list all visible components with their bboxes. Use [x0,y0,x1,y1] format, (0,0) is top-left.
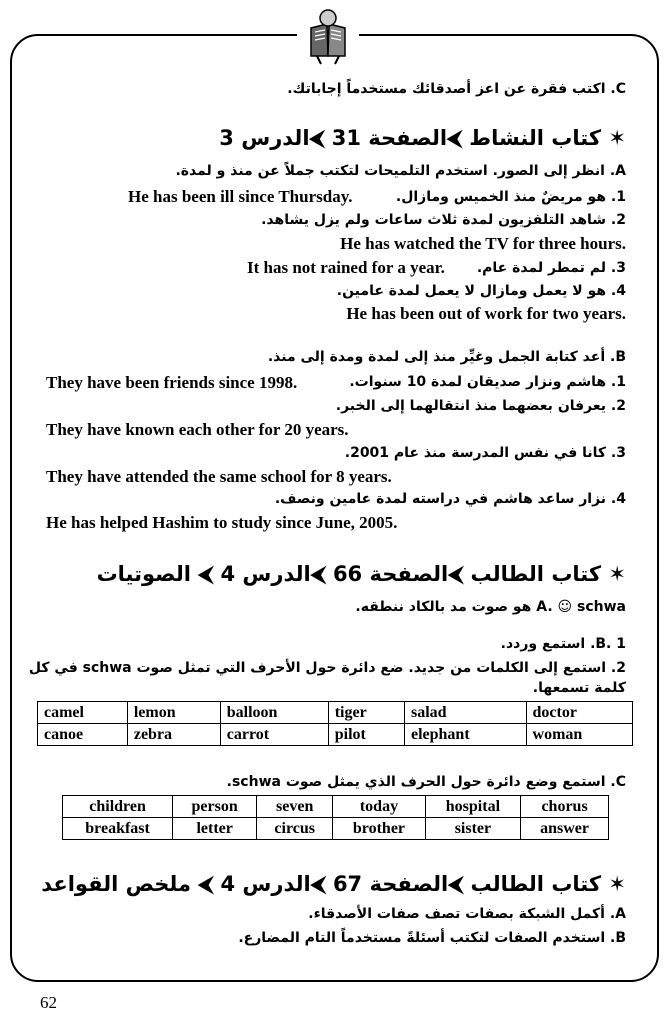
table-row [63,818,609,840]
table-cell: brother [333,818,425,840]
exercise-a-instruction: A. انظر إلى الصور. استخدم التلميحات لتكتب جملاً عن منذ و لمدة. [175,163,626,179]
exercise-b-instruction: B. أعد كتابة الجمل وغيِّر منذ إلى لمدة ومدة إلى منذ. [267,349,626,365]
table-cell: hospital [425,796,520,818]
item-3-arabic: 3. لم تمطر لمدة عام. [476,260,626,276]
exercise-b2-instruction-cont: كلمة تسمعها. [532,680,626,696]
table-cell: elephant [404,724,526,746]
schwa-circle-table [62,795,609,840]
item-4-answer: He has been out of work for two years. [346,304,626,323]
table-cell: letter [173,818,257,840]
exercise-c-instruction: C. استمع وضع دائرة حول الحرف الذي يمثل صوت schwa. [226,774,626,790]
item-b1-answer: They have been friends since 1998. [46,373,298,392]
exercise-a-instruction: A. ☺ schwa هو صوت مد بالكاد ننطقه. [355,599,626,615]
schwa-word-table [37,701,633,746]
item-4-arabic: 4. هو لا يعمل ومازال لا يعمل لمدة عامين. [336,283,626,299]
item-2-answer: He has watched the TV for three hours. [340,234,626,253]
table-cell: chorus [521,796,609,818]
exercise-a-instruction: A. أكمل الشبكة بصفات تصف صفات الأصدقاء. [308,906,626,922]
table-cell: today [333,796,425,818]
item-b4-arabic: 4. نزار ساعد هاشم في دراسته لمدة عامين ونصف. [274,491,626,507]
table-cell: salad [404,702,526,724]
item-b2-answer: They have known each other for 20 years. [46,420,349,439]
table-cell: camel [38,702,128,724]
section-heading: ✶ كتاب الطالب ⮜الصفحة 67 ⮜الدرس 4 ⮜ ملخص القواعد [41,872,626,896]
table-cell: doctor [526,702,632,724]
table-row [38,724,633,746]
table-cell: balloon [220,702,328,724]
table-cell: children [63,796,173,818]
table-cell: answer [521,818,609,840]
reading-student-logo [297,6,359,66]
activity-c-instruction: C. اكتب فقرة عن اعز أصدقائك مستخدماً إجاباتك. [287,81,626,97]
table-cell: canoe [38,724,128,746]
item-b3-arabic: 3. كانا في نفس المدرسة منذ عام 2001. [344,445,626,461]
table-cell: seven [257,796,333,818]
item-1-answer: He has been ill since Thursday. [128,187,353,206]
table-cell: circus [257,818,333,840]
table-cell: zebra [127,724,220,746]
exercise-b-instruction: B. 1. استمع وردد. [500,636,626,652]
exercise-b2-instruction: 2. استمع إلى الكلمات من جديد. ضع دائرة حول الأحرف التي تمثل صوت schwa في كل [28,660,626,676]
section-heading: ✶ كتاب النشاط ⮜الصفحة 31 ⮜الدرس 3 [219,126,626,150]
item-b4-answer: He has helped Hashim to study since June, 2005. [46,513,398,532]
table-cell: carrot [220,724,328,746]
item-b2-arabic: 2. يعرفان بعضهما منذ انتقالهما إلى الخبر. [335,398,626,414]
exercise-b-instruction: B. استخدم الصفات لتكتب أسئلةً مستخدماً التام المضارع. [238,930,626,946]
item-2-arabic: 2. شاهد التلفزيون لمدة ثلاث ساعات ولم يزل يشاهد. [261,212,626,228]
table-cell: person [173,796,257,818]
table-cell: breakfast [63,818,173,840]
item-3-answer: It has not rained for a year. [247,258,445,277]
section-heading: ✶ كتاب الطالب ⮜الصفحة 66 ⮜الدرس 4 ⮜ الصوتيات [96,562,626,586]
table-row [38,702,633,724]
table-cell: pilot [328,724,404,746]
table-cell: sister [425,818,520,840]
table-row [63,796,609,818]
item-b1-arabic: 1. هاشم ونزار صديقان لمدة 10 سنوات. [349,374,626,390]
item-b3-answer: They have attended the same school for 8 years. [46,467,392,486]
page-number: 62 [40,993,57,1012]
table-cell: lemon [127,702,220,724]
table-cell: woman [526,724,632,746]
table-cell: tiger [328,702,404,724]
item-1-arabic: 1. هو مريضٌ منذ الخميس ومازال. [395,189,626,205]
